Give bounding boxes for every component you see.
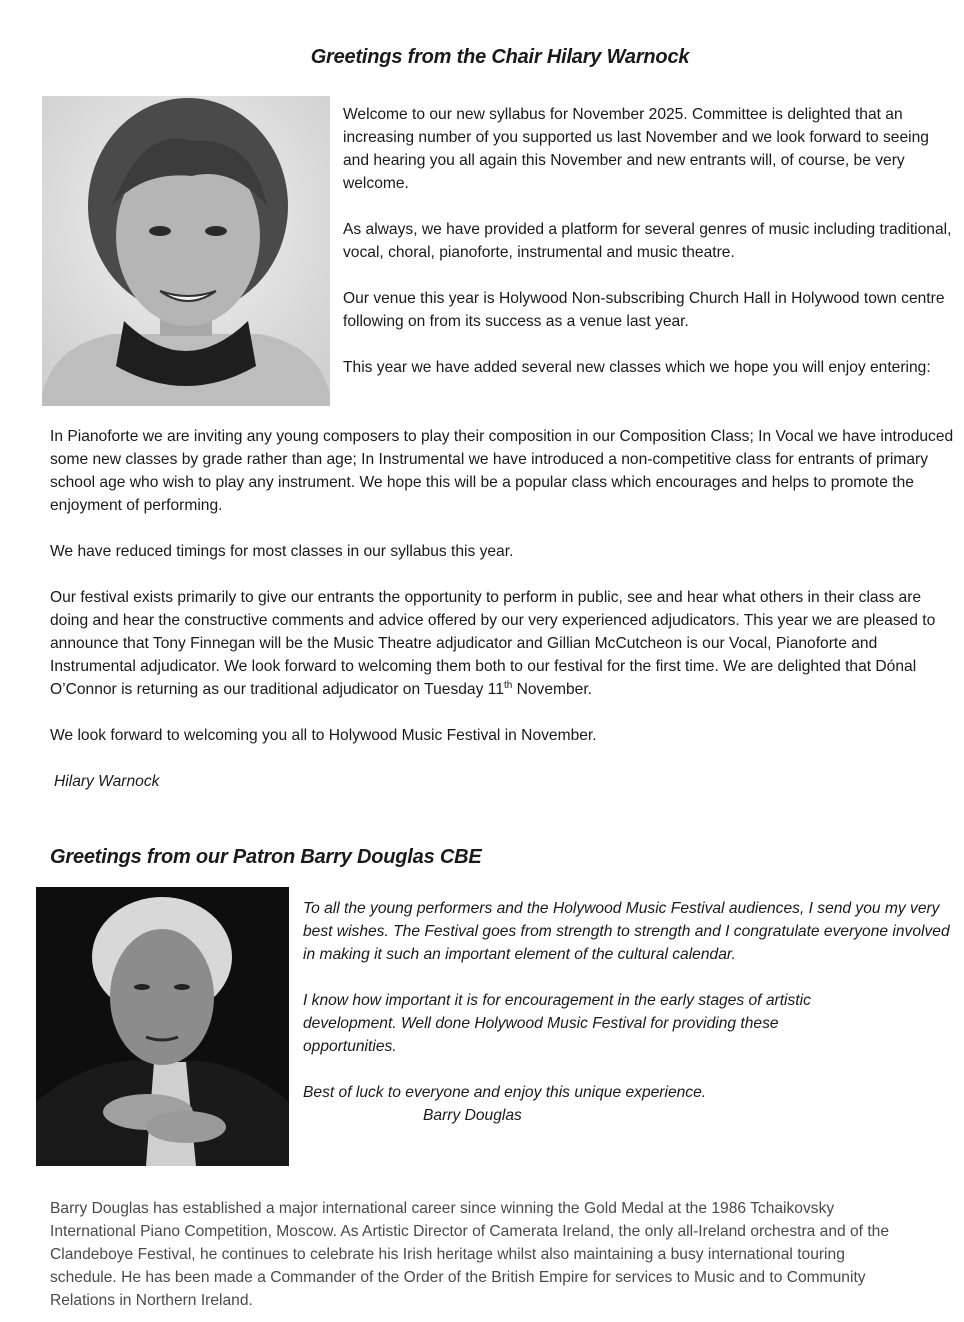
patron-message-paragraph: Best of luck to everyone and enjoy this unique experience. [303,1084,707,1101]
chair-heading: Greetings from the Chair Hilary Warnock [310,46,690,68]
patron-message-paragraph: To all the young performers and the Holywood Music Festival audiences, I send you my very best wishes. The Festival goes from strength to strength and I congratulate everyone involved in making it such an important element of the cultural calendar. [303,900,950,963]
patron-signature: Barry Douglas [423,1107,522,1124]
chair-festival-paragraph: Our festival exists primarily to give our entrants the opportunity to perform in public, see and hear what others in their class are doing and hear the constructive comments and advice offered by our very experienced adjudicators. This year we are pleased to announce that Tony Finnegan will be the Music Theatre adjudicator and Gillian McCutcheon is our Vocal, Pianoforte and Instrumental adjudicator. We look forward to welcoming them both to our festival for the first time. We are delighted that Dónal O’Connor is returning as our traditional adjudicator on Tuesday 11th November. [50,589,936,698]
chair-closing: We look forward to welcoming you all to Holywood Music Festival in November. [50,727,597,744]
chair-body-paragraph: We have reduced timings for most classes in our syllabus this year. [50,543,514,560]
chair-intro [343,103,955,379]
patron-message-paragraph: I know how important it is for encouragement in the early stages of artistic development. Well done Holywood Music Festival for providing these opportunities. [303,992,811,1055]
chair-intro-paragraph: Our venue this year is Holywood Non-subscribing Church Hall in Holywood town centre following on from its success as a venue last year. [343,290,945,330]
chair-body-paragraph: In Pianoforte we are inviting any young composers to play their composition in our Composition Class; In Vocal we have introduced some new classes by grade rather than age; In Instrumental we have introduced a non-competitive class for entrants of primary school age who wish to play any instrument. We hope this will be a popular class which encourages and helps to promote the enjoyment of performing. [50,428,954,514]
chair-intro-paragraph: As always, we have provided a platform for several genres of music including traditional, vocal, choral, pianoforte, instrumental and music theatre. [343,221,952,261]
patron-bio-paragraph: Barry Douglas has established a major international career since winning the Gold Medal at the 1986 Tchaikovsky International Piano Competition, Moscow. As Artistic Director of Camerata Ireland, the only all-Ireland orchestra and of the Clandeboye Festival, he continues to celebrate his Irish heritage whilst also maintaining a busy international touring schedule. He has been made a Commander of the Order of the British Empire for services to Music and to Community Relations in Northern Ireland. [50,1200,890,1309]
patron-heading: Greetings from our Patron Barry Douglas CBE [50,846,482,868]
chair-intro-paragraph: Welcome to our new syllabus for November 2025. Committee is delighted that an increasing number of you supported us last November and we look forward to seeing and hearing you all again this November and new entrants will, of course, be very welcome. [343,106,929,192]
chair-photo [42,96,330,406]
patron-message [303,897,955,1127]
chair-intro-paragraph: This year we have added several new classes which we hope you will enjoy entering: [343,359,931,376]
chair-signature: Hilary Warnock [54,773,160,790]
patron-bio [50,1197,900,1312]
patron-photo [36,887,289,1166]
chair-body [50,425,955,793]
